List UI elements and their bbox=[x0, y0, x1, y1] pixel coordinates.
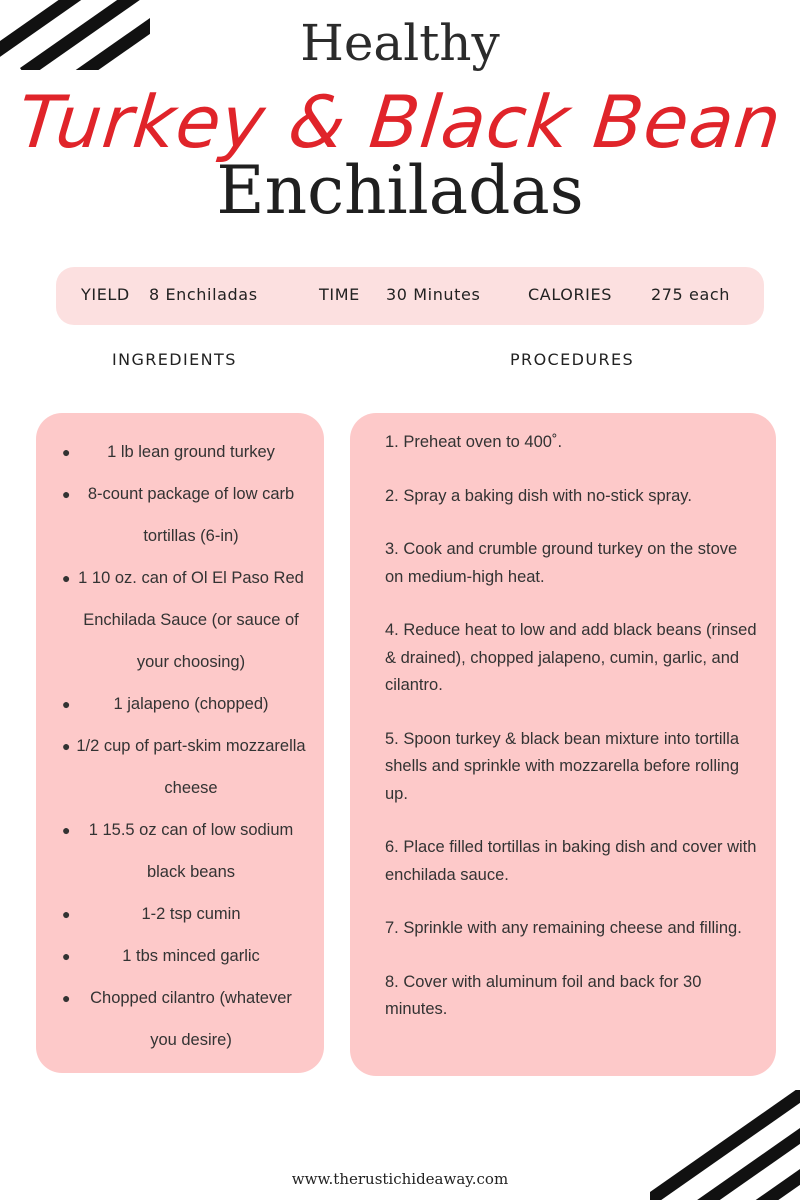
yield-value: 8 Enchiladas bbox=[149, 285, 258, 304]
ingredients-list bbox=[36, 413, 324, 1061]
ingredient-item: ● Chopped cilantro (whatever you desire) bbox=[76, 977, 306, 1061]
title-enchiladas: Enchiladas bbox=[216, 152, 584, 229]
ingredient-item: ● 1 jalapeno (chopped) bbox=[76, 683, 306, 725]
bullet-icon: ● bbox=[62, 738, 71, 754]
ingredient-item: ● 1 tbs minced garlic bbox=[76, 935, 306, 977]
procedures-heading: PROCEDURES bbox=[510, 350, 635, 369]
bullet-icon: ● bbox=[62, 906, 71, 922]
calories-label: CALORIES bbox=[528, 285, 612, 304]
procedure-step: 3. Cook and crumble ground turkey on the stove on medium-high heat. bbox=[385, 540, 738, 586]
bullet-icon: ● bbox=[62, 948, 71, 964]
time-label: TIME bbox=[319, 285, 360, 304]
procedure-step: 7. Sprinkle with any remaining cheese and filling. bbox=[385, 919, 742, 937]
footer-website: www.therustichideaway.com bbox=[291, 1170, 509, 1188]
bullet-icon: ● bbox=[62, 990, 71, 1006]
procedure-step: 8. Cover with aluminum foil and back for 30 minutes. bbox=[385, 972, 702, 1018]
procedures-list bbox=[350, 413, 776, 1024]
yield-label: YIELD bbox=[81, 285, 130, 304]
calories-value: 275 each bbox=[651, 285, 731, 304]
procedure-step: 6. Place filled tortillas in baking dish and cover with enchilada sauce. bbox=[385, 838, 757, 884]
title-turkey-black-bean: Turkey & Black Bean bbox=[14, 80, 786, 164]
procedure-step: 5. Spoon turkey & black bean mixture into tortilla shells and sprinkle with mozzarella before rolling up. bbox=[385, 729, 740, 803]
ingredient-item: ● 1 lb lean ground turkey bbox=[76, 431, 306, 473]
recipe-info-bar bbox=[56, 267, 764, 325]
bullet-icon: ● bbox=[62, 486, 71, 502]
ingredient-item: ● 1 15.5 oz can of low sodium black beans bbox=[76, 809, 306, 893]
ingredients-card bbox=[36, 413, 324, 1073]
time-value: 30 Minutes bbox=[386, 285, 481, 304]
ingredient-item: ● 1 10 oz. can of Ol El Paso Red Enchilada Sauce (or sauce of your choosing) bbox=[76, 557, 306, 683]
title-healthy: Healthy bbox=[300, 14, 500, 72]
ingredient-item: ● 1-2 tsp cumin bbox=[76, 893, 306, 935]
bullet-icon: ● bbox=[62, 444, 71, 460]
procedure-step: 4. Reduce heat to low and add black beans (rinsed & drained), chopped jalapeno, cumin, garlic, and cilantro. bbox=[385, 621, 757, 694]
bullet-icon: ● bbox=[62, 696, 71, 712]
ingredients-heading: INGREDIENTS bbox=[112, 350, 237, 369]
procedures-card bbox=[350, 413, 776, 1076]
bullet-icon: ● bbox=[62, 570, 71, 586]
procedure-step: 1. Preheat oven to 400˚. bbox=[385, 433, 563, 451]
bullet-icon: ● bbox=[62, 822, 71, 838]
ingredient-item: ● 8-count package of low carb tortillas (6-in) bbox=[76, 473, 306, 557]
ingredient-item: ● 1/2 cup of part-skim mozzarella cheese bbox=[76, 725, 306, 809]
procedure-step: 2. Spray a baking dish with no-stick spray. bbox=[385, 486, 692, 505]
